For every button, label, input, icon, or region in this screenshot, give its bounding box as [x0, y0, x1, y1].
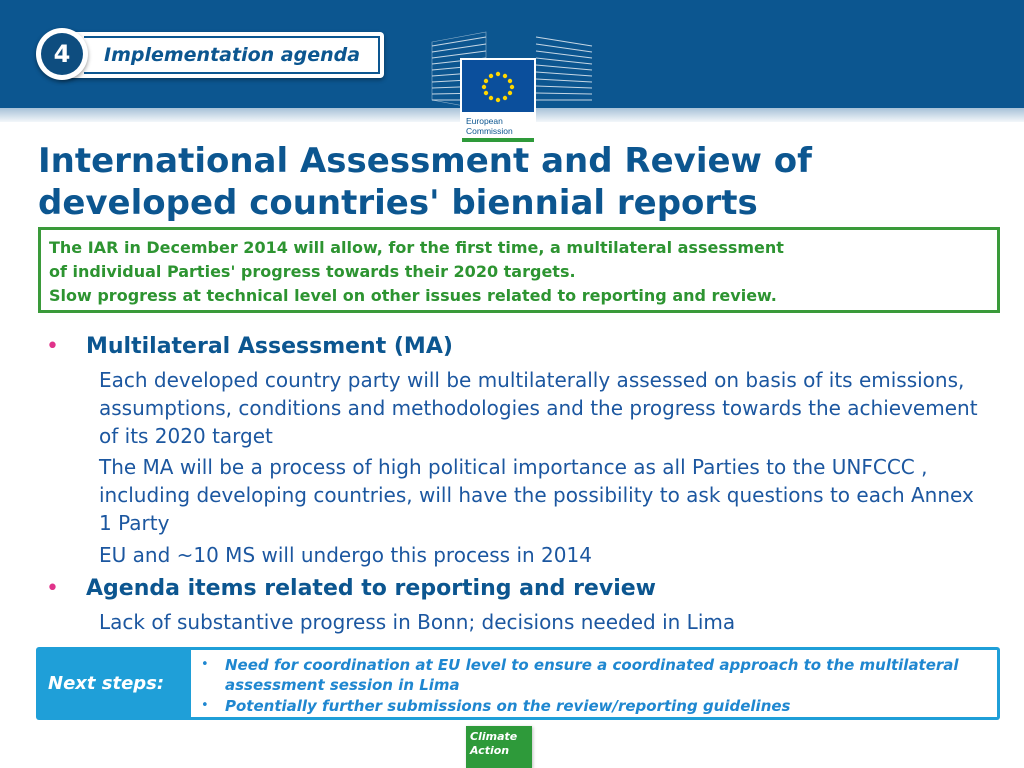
bullet-icon: •: [46, 334, 59, 359]
next-steps-box: [36, 647, 1000, 720]
bullet-paragraph: Lack of substantive progress in Bonn; decisions needed in Lima: [99, 610, 736, 634]
logo-line2: Commission: [466, 126, 513, 136]
logo-line1: European: [466, 116, 503, 126]
footer-line-2: Action: [470, 744, 510, 757]
bullet-icon: •: [201, 698, 209, 713]
summary-line-1: The IAR in December 2014 will allow, for the first time, a multilateral assessment: [49, 238, 784, 257]
page-title: [38, 140, 938, 224]
summary-line-2: of individual Parties' progress towards their 2020 targets.: [49, 262, 576, 281]
eu-flag-icon: [462, 60, 534, 112]
section-number: 4: [41, 33, 83, 75]
summary-line-3: Slow progress at technical level on other issues related to reporting and review.: [49, 286, 777, 305]
bullet-paragraph: The MA will be a process of high political importance as all Parties to the UNFCCC , including developing countries, will have the possibility to ask questions to each Annex 1 Party: [99, 455, 974, 535]
bullet-icon: •: [201, 657, 209, 672]
footer-line-1: Climate: [470, 730, 518, 743]
next-steps-list: • Need for coordination at EU level to ensure a coordinated approach to the multilateral assessment session in Lima • Potentially further submissions on the review/reporting guidelines: [191, 650, 997, 717]
bullet-paragraph: Each developed country party will be multilaterally assessed on basis of its emissions, assumptions, conditions and methodologies and the progress towards the achievement of its 2020 target: [99, 368, 978, 448]
next-steps-label: Next steps:: [48, 673, 165, 694]
bullet-icon: •: [46, 576, 59, 601]
european-commission-logo: [428, 28, 596, 144]
summary-box: [38, 227, 1000, 313]
section-number-badge: [36, 28, 88, 80]
title-line-1: International Assessment and Review of: [38, 141, 812, 181]
bullet-paragraph: EU and ~10 MS will undergo this process in 2014: [99, 543, 592, 567]
bullet-heading: Agenda items related to reporting and review: [86, 576, 656, 601]
section-label: Implementation agenda: [104, 44, 361, 66]
title-line-2: developed countries' biennial reports: [38, 183, 758, 223]
climate-action-tag: [466, 726, 532, 768]
bullet-heading: Multilateral Assessment (MA): [86, 334, 453, 359]
